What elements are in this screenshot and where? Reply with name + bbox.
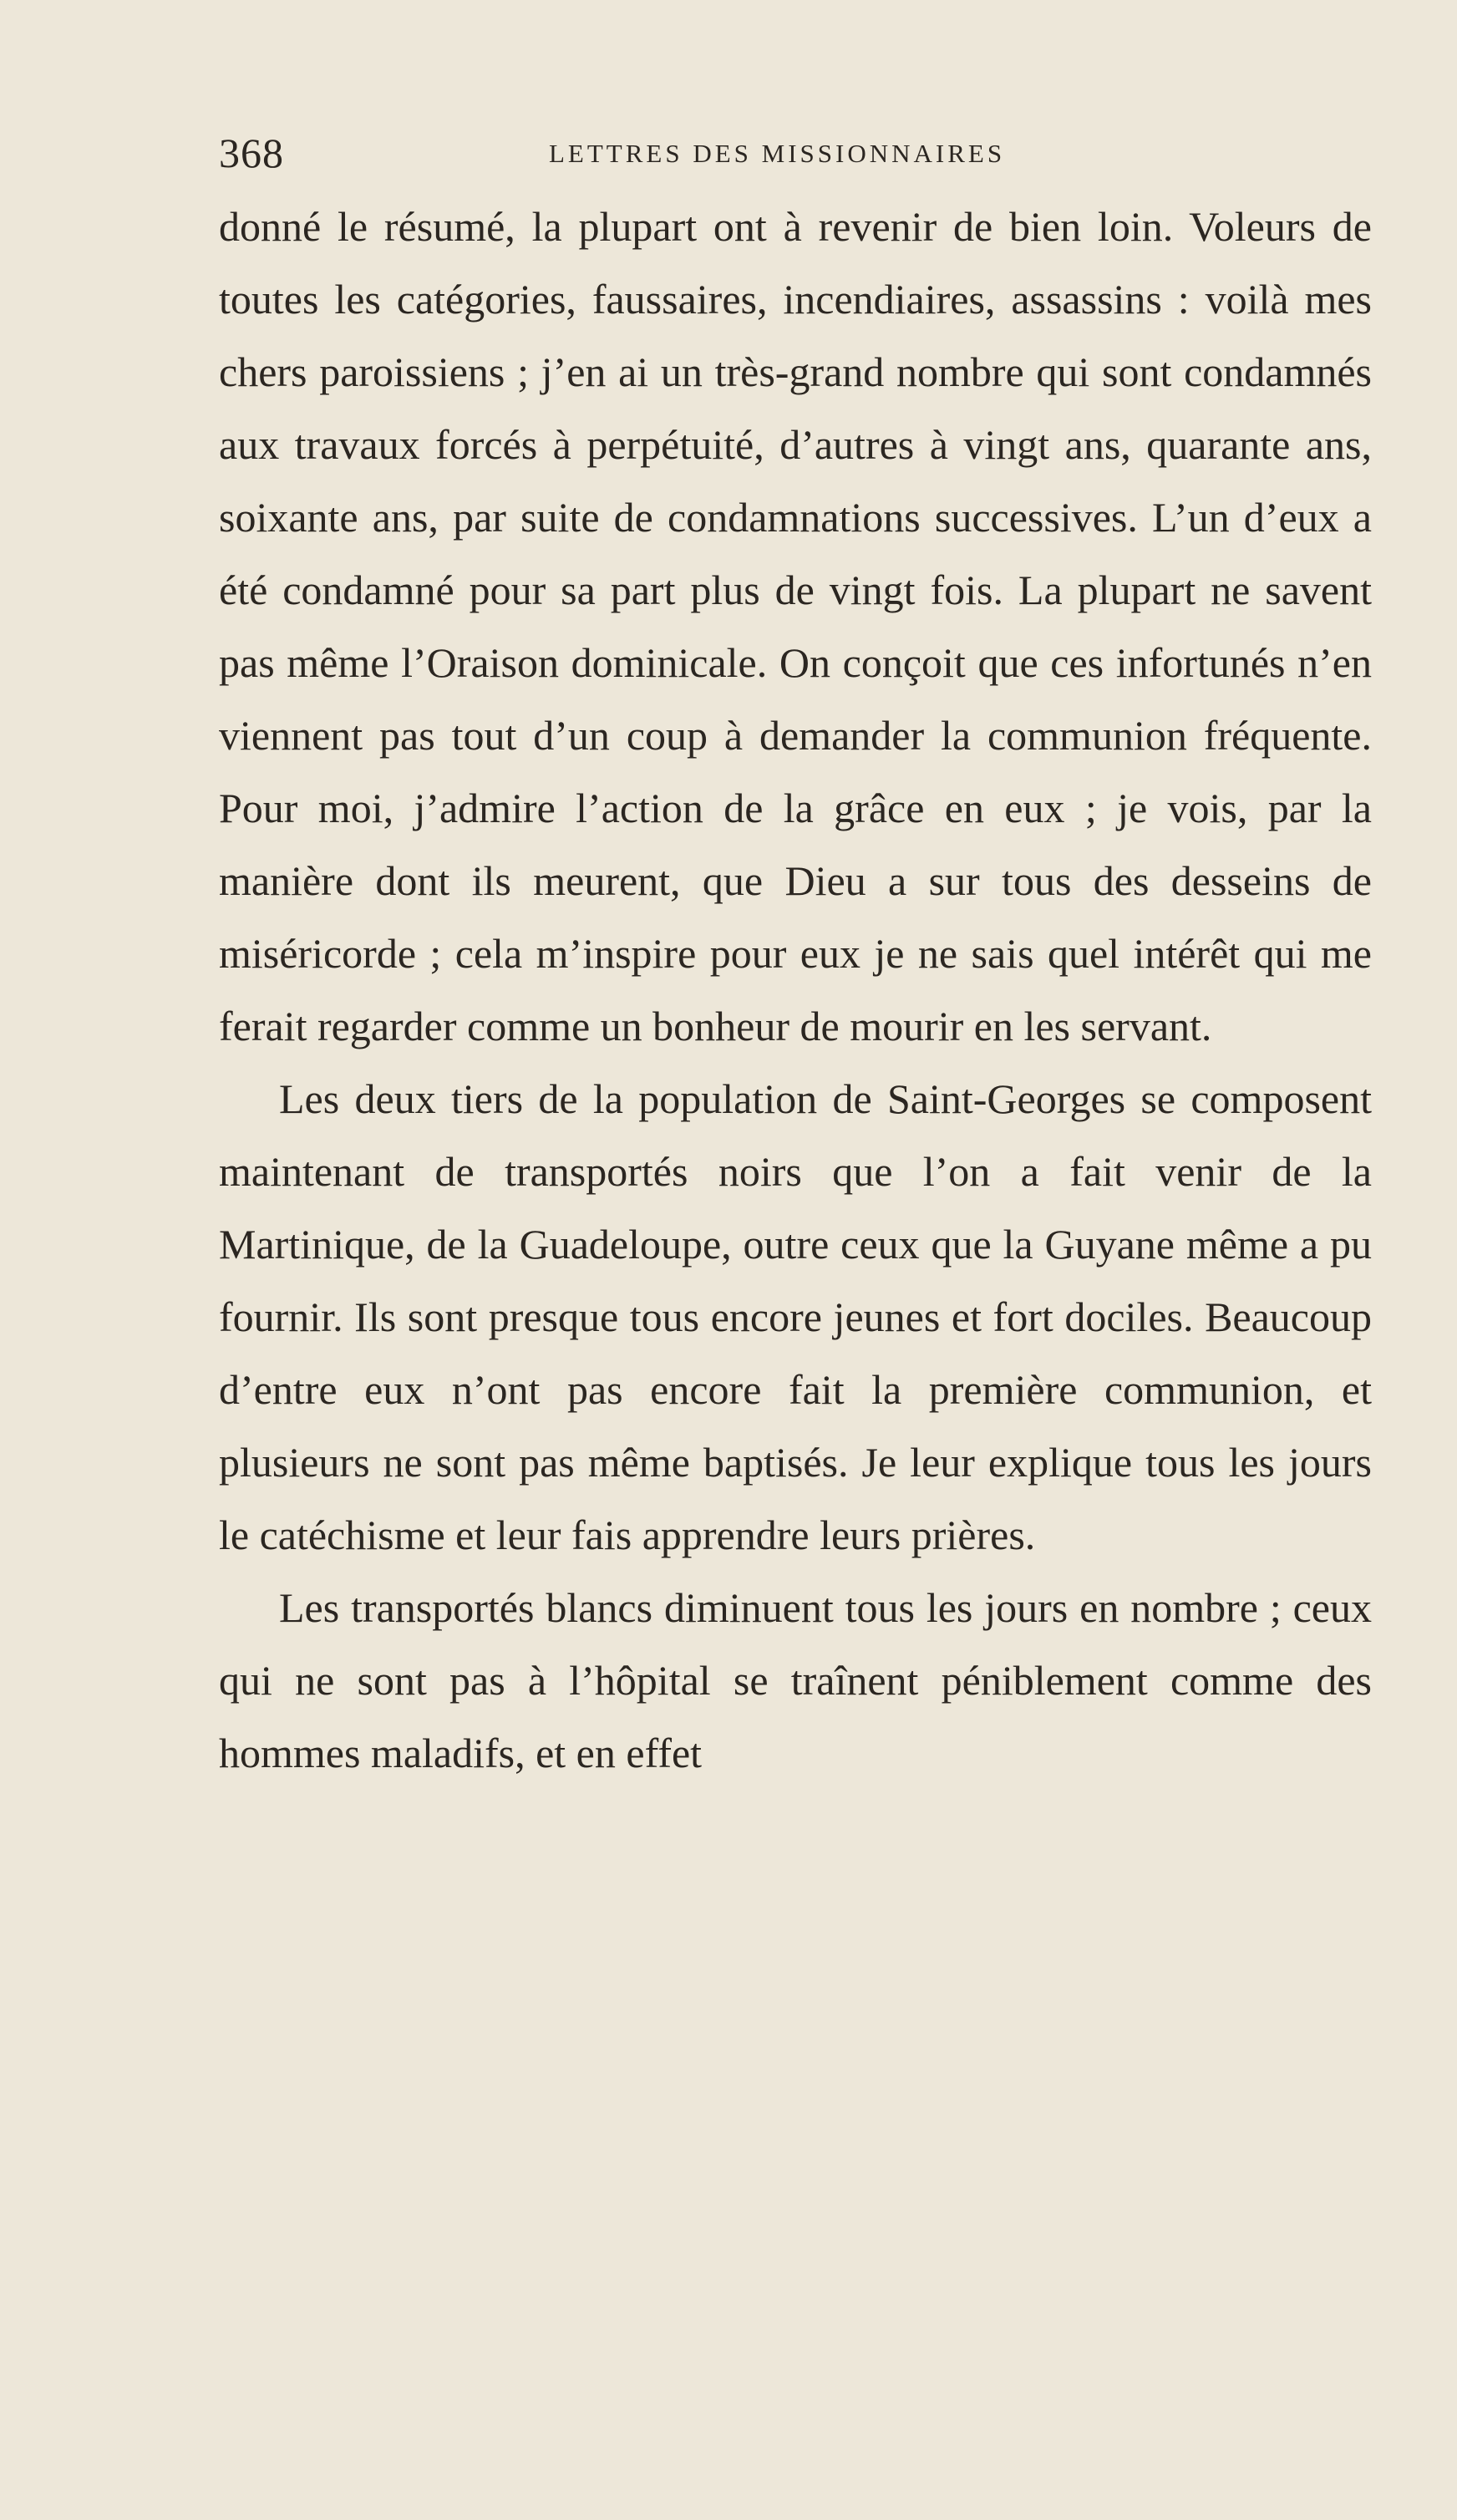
body-text [219,191,1372,1790]
paragraph: donné le résumé, la plupart ont à revenir de bien loin. Voleurs de toutes les catégories, faussaires, incendiaires, assassins : voilà mes chers paroissiens ; j’en ai un très-grand nombre qui sont condamnés aux travaux forcés à perpétuité, d’autres à vingt ans, quarante ans, soixante ans, par suite de condamnations successives. L’un d’eux a été condamné pour sa part plus de vingt fois. La plupart ne savent pas même l’Oraison dominicale. On conçoit que ces infortunés n’en viennent pas tout d’un coup à demander la communion fréquente. Pour moi, j’admire l’action de la grâce en eux ; je vois, par la manière dont ils meurent, que Dieu a sur tous des desseins de miséricorde ; cela m’inspire pour eux je ne sais quel intérêt qui me ferait regarder comme un bonheur de mourir en les servant. [219,203,1372,1049]
running-title: LETTRES DES MISSIONNAIRES [549,139,1006,168]
page-number: 368 [219,130,284,176]
paragraph: Les transportés blancs diminuent tous les jours en nombre ; ceux qui ne sont pas à l’hôpital se traînent péniblement comme des hommes maladifs, et en effet [219,1584,1372,1776]
page-header [219,124,1372,182]
paragraph: Les deux tiers de la population de Saint-Georges se composent maintenant de transportés noirs que l’on a fait venir de la Martinique, de la Guadeloupe, outre ceux que la Guyane même a pu fournir. Ils sont presque tous encore jeunes et fort dociles. Beaucoup d’entre eux n’ont pas encore fait la première communion, et plusieurs ne sont pas même baptisés. Je leur explique tous les jours le catéchisme et leur fais apprendre leurs prières. [219,1075,1372,1558]
